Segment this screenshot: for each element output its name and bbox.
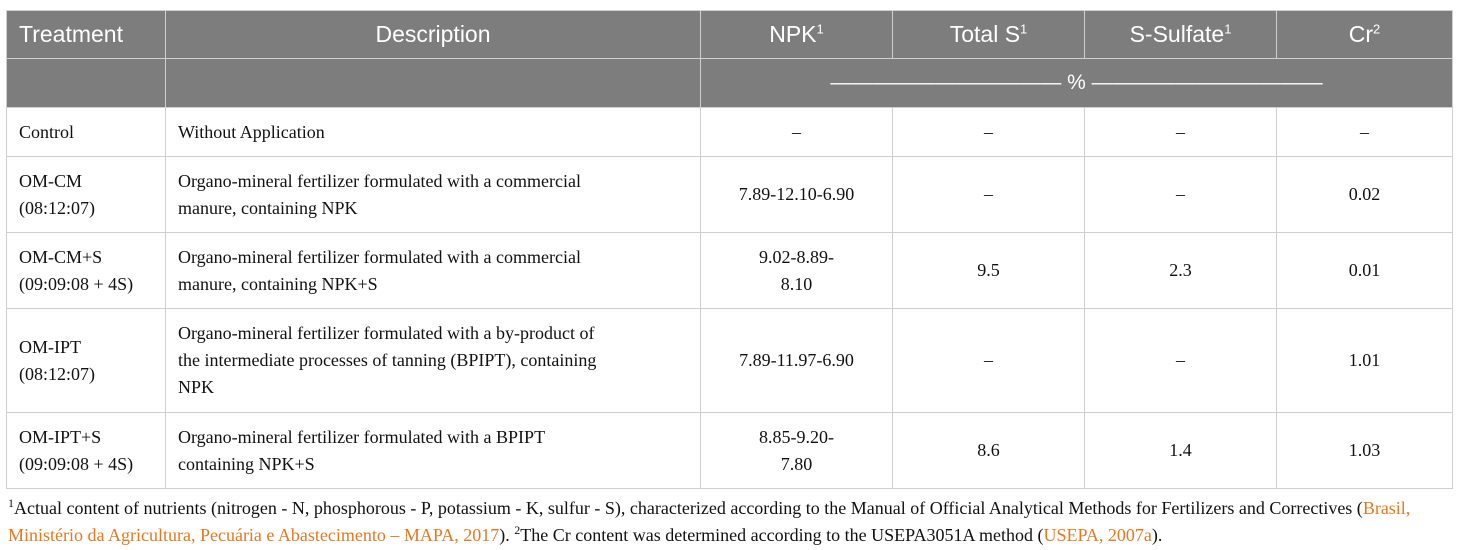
- cr-cell: 1.03: [1277, 413, 1453, 489]
- header-npk-label: NPK: [769, 21, 817, 47]
- s-sulfate-cell: 2.3: [1085, 233, 1277, 309]
- treatment-formula: (08:12:07): [19, 197, 95, 218]
- cr-cell: 1.01: [1277, 309, 1453, 413]
- unit-row-empty-1: [7, 59, 166, 108]
- header-cr: [1277, 11, 1453, 59]
- description-cell: [166, 309, 701, 413]
- header-row: [7, 11, 1453, 59]
- description-line: Organo-mineral fertilizer formulated with a commercial: [178, 170, 581, 191]
- npk-line: 9.02-8.89-: [759, 246, 834, 267]
- description-line: Organo-mineral fertilizer formulated with a BPIPT: [178, 426, 546, 447]
- description-line: Organo-mineral fertilizer formulated with a commercial: [178, 246, 581, 267]
- description-cell: Without Application: [166, 108, 701, 157]
- treatment-cell: Control: [7, 108, 166, 157]
- header-s-sulfate: [1085, 11, 1277, 59]
- header-treatment: Treatment: [7, 11, 166, 59]
- treatment-formula: (08:12:07): [19, 363, 95, 384]
- npk-line: 8.10: [780, 273, 813, 294]
- footnote-1-text: Actual content of nutrients (nitrogen - N, phosphorous - P, potassium - K, sulfur - S), characterized according to the Manual of Official Analytical Methods for Fertilizers and Correctives (: [14, 498, 1363, 518]
- table-row: [7, 108, 1453, 157]
- cr-cell: 0.01: [1277, 233, 1453, 309]
- npk-line: 8.85-9.20-: [759, 426, 834, 447]
- treatment-name: OM-CM: [19, 170, 83, 191]
- s-sulfate-cell: 1.4: [1085, 413, 1277, 489]
- treatment-cell: [7, 309, 166, 413]
- unit-row-percent: ——————————— % ———————————: [701, 59, 1453, 108]
- header-s-sulfate-label: S-Sulfate: [1129, 21, 1225, 47]
- footnote-2-text: The Cr content was determined according to the USEPA3051A method (: [520, 525, 1044, 545]
- npk-cell: 7.89-12.10-6.90: [701, 157, 893, 233]
- description-line: manure, containing NPK: [178, 197, 358, 218]
- footnote-1-citation-link[interactable]: Brasil, Ministério da Agricultura, Pecuária e Abastecimento – MAPA, 2017: [8, 498, 1411, 545]
- total-s-cell: –: [893, 108, 1085, 157]
- table-row: [7, 157, 1453, 233]
- description-cell: [166, 413, 701, 489]
- treatment-formula: (09:09:08 + 4S): [19, 453, 134, 474]
- header-description: Description: [166, 11, 701, 59]
- treatment-name: OM-IPT+S: [19, 426, 102, 447]
- total-s-cell: –: [893, 309, 1085, 413]
- table-row: [7, 309, 1453, 413]
- description-line: the intermediate processes of tanning (BPIPT), containing: [178, 350, 597, 370]
- data-table: [6, 10, 1453, 489]
- header-total-s: [893, 11, 1085, 59]
- total-s-cell: 8.6: [893, 413, 1085, 489]
- header-total-s-label: Total S: [949, 21, 1021, 47]
- treatment-formula: (09:09:08 + 4S): [19, 273, 134, 294]
- s-sulfate-cell: –: [1085, 309, 1277, 413]
- total-s-cell: –: [893, 157, 1085, 233]
- header-cr-sup: 2: [1373, 21, 1381, 37]
- footnote-1-marker: 1: [8, 496, 14, 510]
- table-row: [7, 233, 1453, 309]
- treatment-cell: [7, 157, 166, 233]
- npk-cell: [701, 233, 893, 309]
- description-line: NPK: [178, 377, 215, 397]
- s-sulfate-cell: –: [1085, 108, 1277, 157]
- footnote-2-end: ).: [1151, 525, 1163, 545]
- footnote-2-citation-link[interactable]: USEPA, 2007a: [1043, 525, 1152, 545]
- npk-cell: 7.89-11.97-6.90: [701, 309, 893, 413]
- treatment-cell: [7, 233, 166, 309]
- footnote-2-marker: 2: [514, 523, 521, 537]
- footnote-1-end: ).: [499, 525, 510, 545]
- total-s-cell: 9.5: [893, 233, 1085, 309]
- description-line: containing NPK+S: [178, 453, 315, 474]
- treatment-name: OM-IPT: [19, 336, 81, 357]
- treatment-cell: [7, 413, 166, 489]
- unit-row-empty-2: [166, 59, 701, 108]
- header-npk-sup: 1: [816, 21, 824, 37]
- unit-row: [7, 59, 1453, 108]
- npk-cell: –: [701, 108, 893, 157]
- header-total-s-sup: 1: [1020, 21, 1028, 37]
- npk-cell: [701, 413, 893, 489]
- description-line: Organo-mineral fertilizer formulated with a by-product of: [178, 323, 595, 343]
- table-row: [7, 413, 1453, 489]
- description-line: manure, containing NPK+S: [178, 273, 378, 294]
- table-footnotes: [8, 495, 1458, 549]
- cr-cell: 0.02: [1277, 157, 1453, 233]
- treatment-name: OM-CM+S: [19, 246, 103, 267]
- description-cell: [166, 233, 701, 309]
- npk-line: 7.80: [780, 453, 813, 474]
- header-s-sulfate-sup: 1: [1224, 21, 1232, 37]
- cr-cell: –: [1277, 108, 1453, 157]
- header-cr-label: Cr: [1348, 21, 1374, 47]
- header-npk: [701, 11, 893, 59]
- description-cell: [166, 157, 701, 233]
- s-sulfate-cell: –: [1085, 157, 1277, 233]
